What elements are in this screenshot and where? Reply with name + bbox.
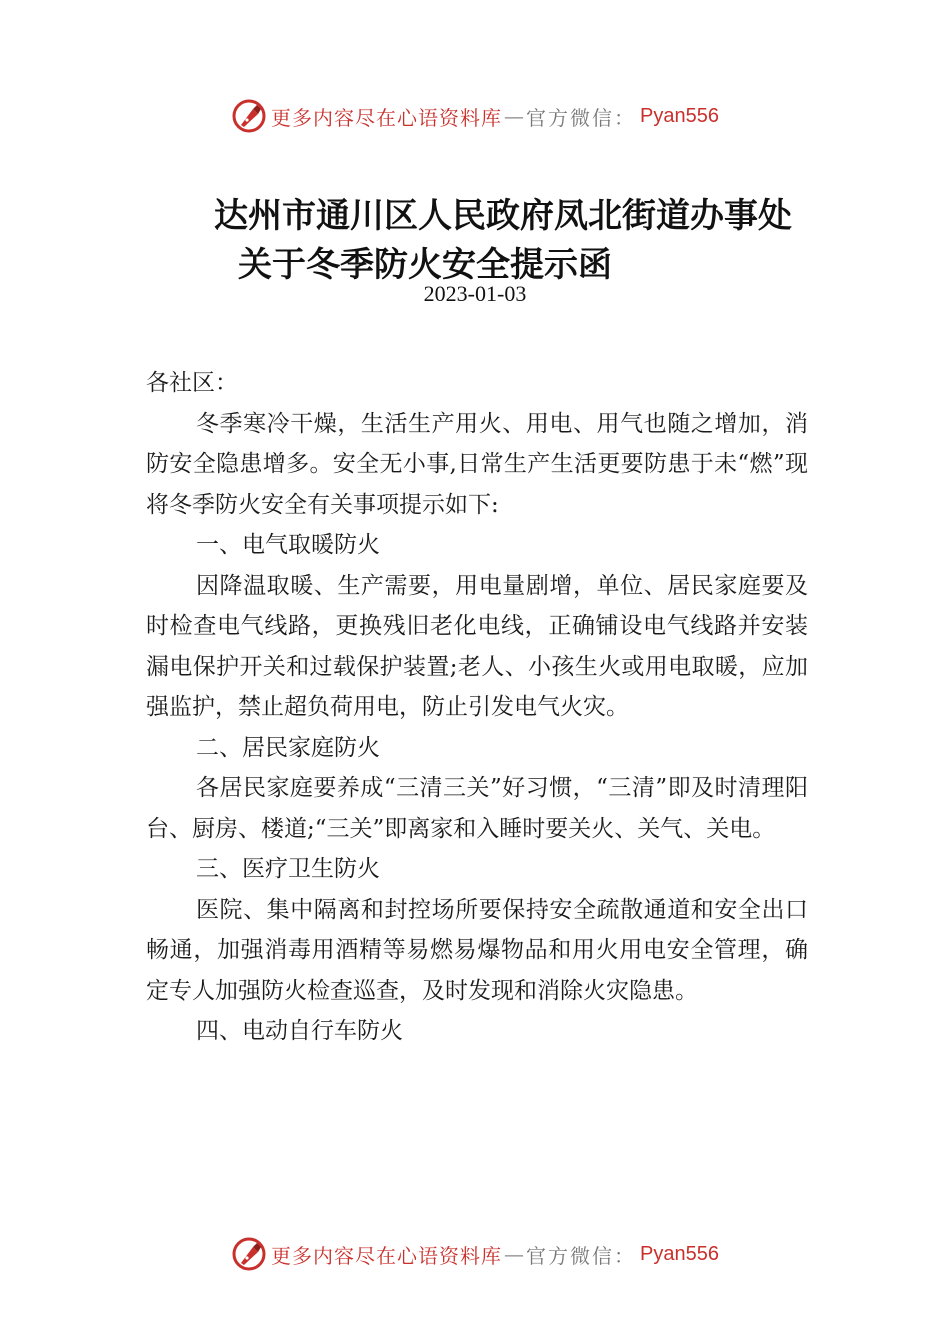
watermark-footer (0, 1234, 950, 1274)
section-heading: 二、居民家庭防火 (196, 734, 380, 761)
section-paragraph: 因降温取暖、生产需要，用电量剧增，单位、居民家庭要及时检查电气线路，更换残旧老化电线，正确铺设电气线路并安装漏电保护开关和过载保护装置;老人、小孩生火或用电取暖，应加强监护，禁止超负荷用电，防止引发电气火灾。 (146, 572, 808, 720)
document-title-line1: 达州市通川区人民政府凤北街道办事处 (214, 196, 792, 236)
watermark-wechat-id: Pyan556 (640, 104, 719, 127)
watermark-dash: — (504, 104, 525, 128)
section-heading: 四、电动自行车防火 (196, 1018, 403, 1044)
document-date: 2023-01-03 (423, 281, 527, 306)
watermark-header (0, 96, 950, 136)
section-paragraph: 各居民家庭要养成“三清三关”好习惯，“三清”即及时清理阳台、厨房、楼道;“三关”即离家和入睡时要关火、关气、关电。 (146, 775, 808, 842)
document-body (146, 363, 808, 1052)
section-heading: 三、医疗卫生防火 (196, 856, 380, 882)
watermark-text: 更多内容尽在心语资料库 (271, 1243, 503, 1268)
watermark-dash: — (504, 1242, 525, 1266)
watermark-wechat-id: Pyan556 (640, 1242, 719, 1265)
watermark-label: 官方微信： (526, 105, 637, 130)
pen-nib-icon (231, 98, 267, 134)
salutation: 各社区： (146, 370, 238, 396)
pen-nib-icon (231, 1236, 267, 1272)
section-paragraph: 医院、集中隔离和封控场所要保持安全疏散通道和安全出口畅通，加强消毒用酒精等易燃易爆物品和用火用电安全管理，确定专人加强防火检查巡查，及时发现和消除火灾隐患。 (146, 896, 808, 1004)
intro-paragraph: 冬季寒冷干燥，生活生产用火、用电、用气也随之增加，消防安全隐患增多。安全无小事,日常生产生活更要防患于未“燃”现将冬季防火安全有关事项提示如下: (146, 410, 808, 518)
section-heading: 一、电气取暖防火 (196, 532, 380, 558)
document-title-line2: 关于冬季防火安全提示函 (238, 245, 612, 285)
watermark-label: 官方微信： (526, 1243, 637, 1268)
watermark-text: 更多内容尽在心语资料库 (271, 105, 503, 130)
